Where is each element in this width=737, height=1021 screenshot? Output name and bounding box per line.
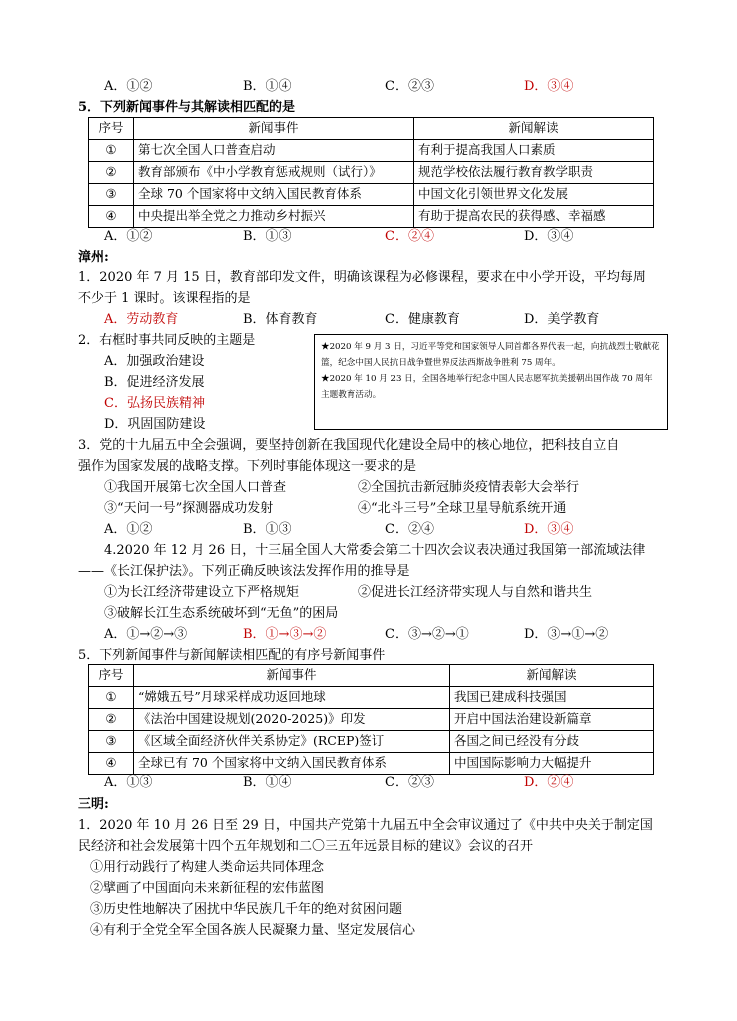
sm-q1-item-3: ③历史性地解决了困扰中华民族几千年的绝对贫困问题 [90, 902, 403, 917]
row-event: “嫦娥五号”月球采样成功返回地球 [134, 687, 450, 709]
row-number: ① [89, 687, 134, 709]
zz-q1-option-c: C．健康教育 [385, 312, 460, 327]
sm-q1-item-2: ②擘画了中国面向未来新征程的宏伟蓝图 [90, 881, 325, 896]
sm-q1-item-4: ④有利于全党全军全国各族人民凝聚力量、坚定发展信心 [90, 923, 416, 938]
zz-q3-option-c: C．②④ [385, 522, 434, 537]
row-reading: 中国国际影响力大幅提升 [450, 753, 654, 775]
zz-q3-item-3: ③“天问一号”探测器成功发射 [104, 501, 274, 516]
zz-q3-option-a: A．①② [104, 522, 153, 537]
row-number: ① [89, 140, 134, 162]
q5a-table [88, 117, 654, 228]
row-event: 全球 70 个国家将中文纳入国民教育体系 [134, 184, 414, 206]
sm-q1-item-1: ①用行动践行了构建人类命运共同体理念 [90, 860, 325, 875]
q5a-stem: 5．下列新闻事件与其解读相匹配的是 [78, 100, 296, 115]
table-row [89, 184, 654, 206]
table-header-row [89, 118, 654, 140]
zz-q5-table [88, 664, 654, 775]
zz-q3-line1: 3．党的十九届五中全会强调，要坚持创新在我国现代化建设全局中的核心地位，把科技自立自 [78, 438, 620, 453]
zz-q4-option-c: C．③→②→① [385, 627, 469, 642]
q5a-option-c-answer: C．②④ [385, 229, 434, 244]
col-header-event: 新闻事件 [134, 665, 450, 687]
table-row [89, 753, 654, 775]
col-header-number: 序号 [89, 118, 134, 140]
zz-q2-option-a: A．加强政治建设 [104, 354, 205, 369]
table-row [89, 140, 654, 162]
zz-q4-option-b-answer: B．①→③→② [243, 627, 327, 642]
row-number: ③ [89, 184, 134, 206]
zz-q2-stem: 2．右框时事共同反映的主题是 [78, 333, 256, 348]
section-heading-sanming: 三明: [78, 797, 109, 812]
row-event: 全球已有 70 个国家将中文纳入国民教育体系 [134, 753, 450, 775]
col-header-reading: 新闻解读 [414, 118, 654, 140]
zz-q1-option-a-answer: A．劳动教育 [104, 312, 179, 327]
sm-q1-line1: 1．2020 年 10 月 26 日至 29 日，中国共产党第十九届五中全会审议通过了《中共中央关于制定国 [78, 818, 653, 833]
row-number: ② [89, 709, 134, 731]
row-number: ④ [89, 753, 134, 775]
section-heading-zhangzhou: 漳州: [78, 250, 109, 265]
row-reading: 我国已建成科技强国 [450, 687, 654, 709]
zz-q4-item-1: ①为长江经济带建设立下严格规矩 [104, 585, 300, 600]
table-row [89, 162, 654, 184]
top-option-b: B．①④ [243, 79, 292, 94]
sm-q1-line2: 民经济和社会发展第十四个五年规划和二〇三五年远景目标的建议》会议的召开 [78, 839, 534, 854]
top-option-d-answer: D．③④ [524, 79, 574, 94]
zz-q4-line1: 4.2020 年 12 月 26 日，十三届全国人大常委会第二十四次会议表决通过我国第一部流域法律 [104, 543, 646, 558]
row-reading: 有利于提高我国人口素质 [414, 140, 654, 162]
zz-q4-item-3: ③破解长江生态系统破坏到“无鱼”的困局 [104, 606, 339, 621]
zz-q1-option-d: D．美学教育 [524, 312, 600, 327]
col-header-reading: 新闻解读 [450, 665, 654, 687]
top-option-a: A．①② [104, 79, 153, 94]
zz-q3-item-2: ②全国抗击新冠肺炎疫情表彰大会举行 [358, 480, 580, 495]
row-number: ④ [89, 206, 134, 228]
zz-q4-line2: ——《长江保护法》。下列正确反映该法发挥作用的推导是 [78, 564, 410, 579]
row-event: 第七次全国人口普查启动 [134, 140, 414, 162]
zz-q5-option-d-answer: D．②④ [524, 775, 574, 790]
top-option-c: C．②③ [385, 79, 434, 94]
table-row [89, 206, 654, 228]
zz-q3-line2: 强作为国家发展的战略支撑。下列时事能体现这一要求的是 [78, 459, 417, 474]
zz-q4-option-d: D．③→①→② [524, 627, 609, 642]
zz-q5-option-b: B．①④ [243, 775, 292, 790]
row-reading: 规范学校依法履行教育教学职责 [414, 162, 654, 184]
zz-q2-option-c-answer: C．弘扬民族精神 [104, 396, 205, 411]
row-event: 中央提出举全党之力推动乡村振兴 [134, 206, 414, 228]
col-header-number: 序号 [89, 665, 134, 687]
row-number: ② [89, 162, 134, 184]
row-event: 《区域全面经济伙伴关系协定》(RCEP)签订 [134, 731, 450, 753]
news-box-item: ★2020 年 10 月 23 日，全国各地举行纪念中国人民志愿军抗美援朝出国作战 70 周年主题教育活动。 [321, 374, 653, 400]
q5a-option-b: B．①③ [243, 229, 292, 244]
row-number: ③ [89, 731, 134, 753]
q5a-option-a: A．①② [104, 229, 153, 244]
zz-q2-option-b: B．促进经济发展 [104, 375, 205, 390]
row-reading: 有助于提高农民的获得感、幸福感 [414, 206, 654, 228]
table-row [89, 687, 654, 709]
news-box-item: ★2020 年 9 月 3 日，习近平等党和国家领导人同首都各界代表一起，向抗战烈士敬献花篮，纪念中国人民抗日战争暨世界反法西斯战争胜利 75 周年。 [321, 342, 660, 368]
zz-q5-option-a: A．①③ [104, 775, 153, 790]
table-row [89, 709, 654, 731]
row-event: 教育部颁布《中小学教育惩戒规则（试行）》 [134, 162, 414, 184]
col-header-event: 新闻事件 [134, 118, 414, 140]
table-row [89, 731, 654, 753]
zz-q5-stem: 5．下列新闻事件与新闻解读相匹配的有序号新闻事件 [78, 648, 386, 663]
zz-q4-item-2: ②促进长江经济带实现人与自然和谐共生 [358, 585, 593, 600]
zz-q3-option-d-answer: D．③④ [524, 522, 574, 537]
zz-q3-option-b: B．①③ [243, 522, 292, 537]
table-header-row [89, 665, 654, 687]
row-reading: 开启中国法治建设新篇章 [450, 709, 654, 731]
news-box [314, 334, 668, 430]
zz-q3-item-4: ④“北斗三号”全球卫星导航系统开通 [358, 501, 567, 516]
zz-q4-option-a: A．①→②→③ [104, 627, 188, 642]
zz-q5-option-c: C．②③ [385, 775, 434, 790]
zz-q2-option-d: D．巩固国防建设 [104, 417, 206, 432]
row-reading: 各国之间已经没有分歧 [450, 731, 654, 753]
zz-q1-line1: 1．2020 年 7 月 15 日，教育部印发文件，明确该课程为必修课程，要求在中小学开设，平均每周 [78, 270, 646, 285]
row-reading: 中国文化引领世界文化发展 [414, 184, 654, 206]
zz-q1-option-b: B．体育教育 [243, 312, 318, 327]
zz-q1-line2: 不少于 1 课时。该课程指的是 [78, 291, 251, 306]
q5a-option-d: D．③④ [524, 229, 574, 244]
row-event: 《法治中国建设规划(2020-2025)》印发 [134, 709, 450, 731]
zz-q3-item-1: ①我国开展第七次全国人口普查 [104, 480, 287, 495]
